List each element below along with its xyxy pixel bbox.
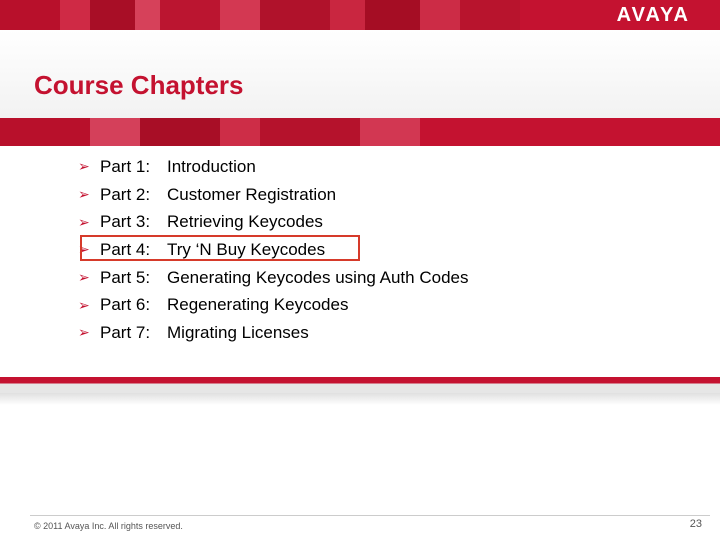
part-label: Part 3: <box>100 212 151 232</box>
banner-tile <box>90 0 135 30</box>
divider-band <box>0 118 720 146</box>
bottom-band <box>0 377 720 393</box>
page-title: Course Chapters <box>34 70 244 100</box>
banner-tile <box>135 0 160 30</box>
arrow-bullet-icon: ➢ <box>78 186 90 203</box>
chapter-title: Customer Registration <box>167 184 337 204</box>
banner-tile <box>160 0 220 30</box>
banner-tile <box>365 0 420 30</box>
page-number: 23 <box>689 518 702 530</box>
divider-tile <box>90 118 140 146</box>
chapter-item <box>78 208 468 236</box>
chapter-item <box>78 264 468 292</box>
part-label: Part 7: <box>100 322 151 342</box>
chapter-title: Retrieving Keycodes <box>167 212 323 232</box>
divider-tile <box>260 118 360 146</box>
part-label: Part 5: <box>100 267 151 287</box>
banner-tile <box>420 0 460 30</box>
arrow-bullet-icon: ➢ <box>78 241 90 258</box>
avaya-logo <box>617 4 690 27</box>
part-label: Part 6: <box>100 295 151 315</box>
divider-tile <box>0 118 90 146</box>
divider-tile <box>420 118 720 146</box>
chapter-title: Try ‘N Buy Keycodes <box>167 239 326 259</box>
arrow-bullet-icon: ➢ <box>78 324 90 341</box>
divider-tile <box>220 118 260 146</box>
bottom-shadow <box>0 393 720 405</box>
divider-tile <box>140 118 220 146</box>
arrow-bullet-icon: ➢ <box>78 158 90 175</box>
footer-divider <box>30 515 710 516</box>
chapter-item <box>78 181 468 209</box>
highlight-box <box>80 235 360 261</box>
logo-text: AVAYA <box>616 4 690 26</box>
banner-tile <box>460 0 520 30</box>
divider-tile <box>360 118 420 146</box>
part-label: Part 1: <box>100 156 151 176</box>
chapter-title: Regenerating Keycodes <box>167 295 349 315</box>
part-label: Part 2: <box>100 184 151 204</box>
top-banner <box>0 0 720 30</box>
banner-tile <box>260 0 330 30</box>
banner-tile <box>220 0 260 30</box>
chapter-title: Generating Keycodes using Auth Codes <box>167 267 469 287</box>
banner-tile <box>0 0 60 30</box>
arrow-bullet-icon: ➢ <box>78 296 90 313</box>
chapter-title: Migrating Licenses <box>167 322 309 342</box>
banner-tile <box>330 0 365 30</box>
chapter-title: Introduction <box>167 156 256 176</box>
part-label: Part 4: <box>100 239 151 259</box>
chapter-item <box>78 153 468 181</box>
arrow-bullet-icon: ➢ <box>78 213 90 230</box>
chapter-item <box>78 291 468 319</box>
banner-tile <box>60 0 90 30</box>
chapter-item <box>78 319 468 347</box>
copyright-text: © 2011 Avaya Inc. All rights reserved. <box>34 521 183 531</box>
arrow-bullet-icon: ➢ <box>78 269 90 286</box>
